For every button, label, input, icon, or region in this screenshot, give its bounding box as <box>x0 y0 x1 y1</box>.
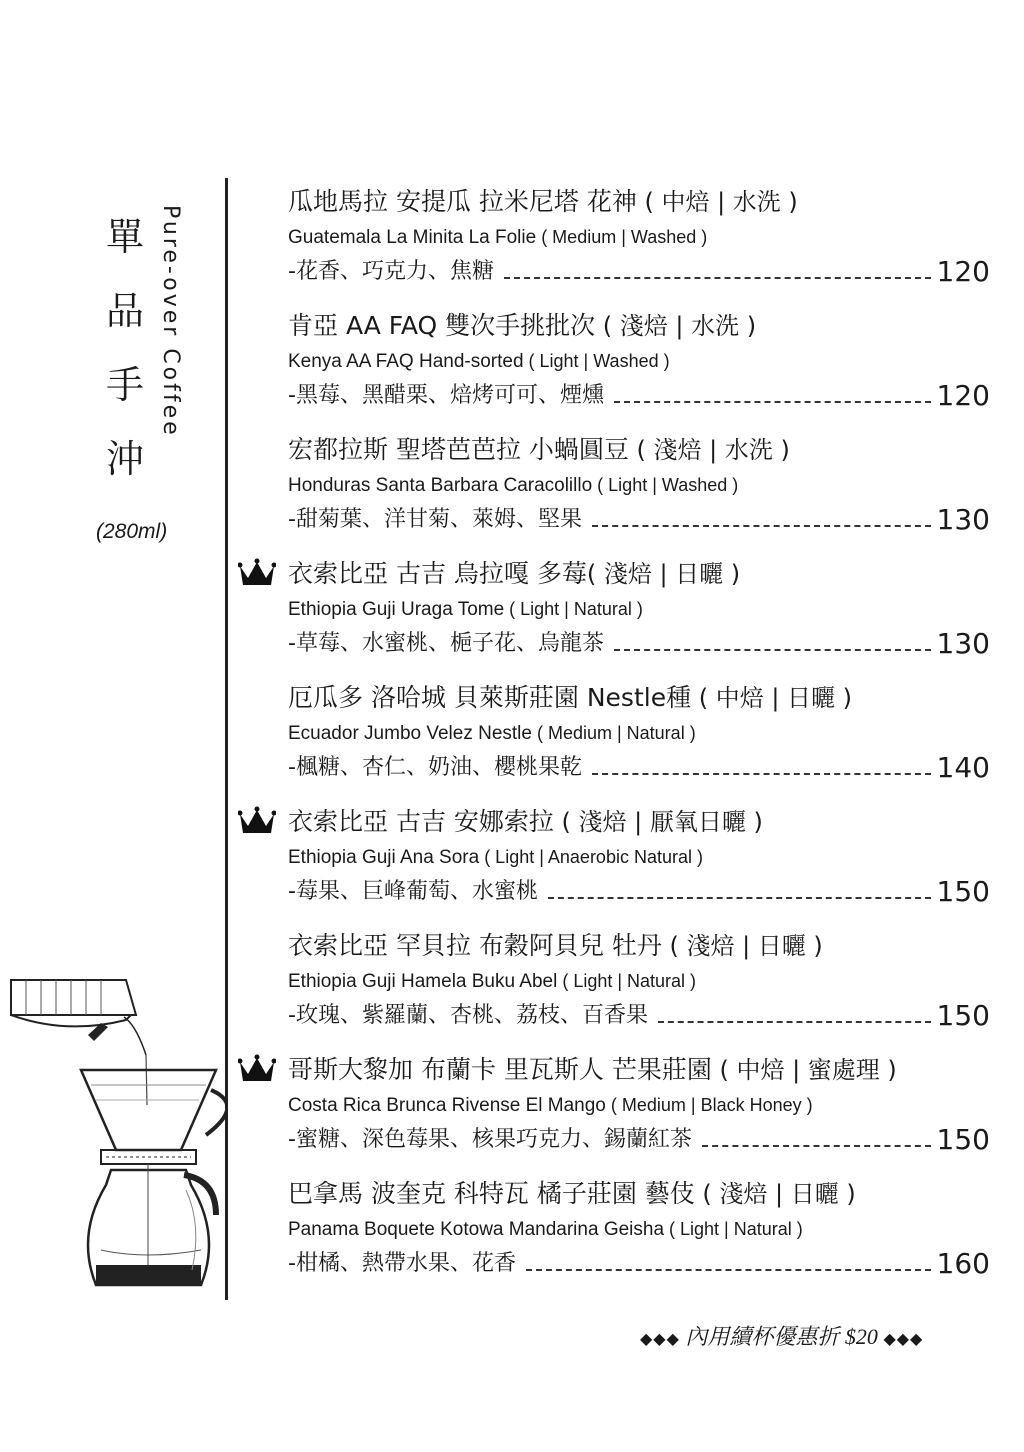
leader-dots <box>548 897 931 899</box>
leader-dots <box>702 1145 931 1147</box>
menu-item <box>288 1174 990 1298</box>
leader-dots <box>526 1269 931 1271</box>
title-char: 沖 <box>105 437 144 481</box>
item-name-en: Ethiopia Guji Uraga Tome ( Light | Natural ) <box>288 599 643 620</box>
item-price: 120 <box>936 379 990 412</box>
menu-item <box>288 678 990 802</box>
item-roast-zh: ( 淺焙 | 日曬 ) <box>586 560 741 588</box>
crown-icon <box>238 558 276 588</box>
diamond-icon: ◆◆◆ <box>640 1331 680 1348</box>
serving-volume: (280ml) <box>96 520 168 543</box>
item-price: 160 <box>936 1247 990 1280</box>
item-name-en: Guatemala La Minita La Folie ( Medium | Washed ) <box>288 227 708 248</box>
item-roast-en: ( Medium | Black Honey ) <box>605 1095 813 1115</box>
menu-item <box>288 802 990 926</box>
item-roast-zh: ( 淺焙 | 水洗 ) <box>628 436 790 464</box>
crown-icon <box>238 1054 276 1084</box>
item-roast-en: ( Medium | Natural ) <box>531 723 696 743</box>
item-name-zh: 宏都拉斯 聖塔芭芭拉 小蝸圓豆 ( 淺焙 | 水洗 ) <box>288 435 790 464</box>
item-price: 150 <box>936 999 990 1032</box>
diamond-icon: ◆◆◆ <box>883 1331 924 1348</box>
item-price: 150 <box>936 1123 990 1156</box>
title-char: 手 <box>105 363 144 407</box>
crown-icon <box>238 806 276 836</box>
item-name-zh: 衣索比亞 古吉 烏拉嘎 多莓( 淺焙 | 日曬 ) <box>288 559 741 588</box>
leader-dots <box>592 525 931 527</box>
item-flavors: -草莓、水蜜桃、梔子花、烏龍茶 <box>288 631 604 656</box>
item-name-en: Costa Rica Brunca Rivense El Mango ( Medium | Black Honey ) <box>288 1095 813 1116</box>
item-flavors: -楓糖、杏仁、奶油、櫻桃果乾 <box>288 755 582 780</box>
item-roast-zh: ( 中焙 | 蜜處理 ) <box>711 1056 897 1084</box>
leader-dots <box>504 277 931 279</box>
item-name-zh: 肯亞 AA FAQ 雙次手挑批次 ( 淺焙 | 水洗 ) <box>288 311 757 340</box>
item-flavors: -柑橘、熱帶水果、花香 <box>288 1251 516 1276</box>
refill-text: 內用續杯優惠折 $20 <box>679 1324 884 1349</box>
leader-dots <box>592 773 931 775</box>
menu-item <box>288 1050 990 1174</box>
item-roast-en: ( Light | Natural ) <box>504 599 643 619</box>
item-name-zh: 巴拿馬 波奎克 科特瓦 橘子莊園 藝伎 ( 淺焙 | 日曬 ) <box>288 1179 856 1208</box>
item-name-en: Kenya AA FAQ Hand-sorted ( Light | Washed ) <box>288 351 670 372</box>
item-price: 120 <box>936 255 990 288</box>
item-name-zh: 衣索比亞 罕貝拉 布穀阿貝兒 牡丹 ( 淺焙 | 日曬 ) <box>288 931 823 960</box>
leader-dots <box>658 1021 931 1023</box>
item-name-en: Ecuador Jumbo Velez Nestle ( Medium | Natural ) <box>288 723 696 744</box>
pour-over-illustration <box>6 975 226 1305</box>
item-roast-en: ( Light | Washed ) <box>592 475 739 495</box>
item-roast-en: ( Medium | Washed ) <box>536 227 708 247</box>
item-flavors: -甜菊葉、洋甘菊、萊姆、堅果 <box>288 507 582 532</box>
item-name-en: Ethiopia Guji Ana Sora ( Light | Anaerobic Natural ) <box>288 847 703 868</box>
item-name-zh: 厄瓜多 洛哈城 貝萊斯莊園 Nestle種 ( 中焙 | 日曬 ) <box>288 683 853 712</box>
item-roast-en: ( Light | Natural ) <box>664 1219 803 1239</box>
section-title-en: Pure-over Coffee <box>158 205 183 438</box>
item-flavors: -玫瑰、紫羅蘭、杏桃、荔枝、百香果 <box>288 1003 648 1028</box>
item-roast-en: ( Light | Natural ) <box>557 971 697 991</box>
item-price: 140 <box>936 751 990 784</box>
item-roast-zh: ( 淺焙 | 厭氧日曬 ) <box>553 808 763 836</box>
item-roast-en: ( Light | Washed ) <box>523 351 670 371</box>
item-roast-zh: ( 中焙 | 日曬 ) <box>691 684 853 712</box>
section-title-zh <box>100 200 150 496</box>
item-roast-zh: ( 淺焙 | 日曬 ) <box>661 932 823 960</box>
item-roast-zh: ( 淺焙 | 日曬 ) <box>694 1180 856 1208</box>
coffee-menu <box>288 182 990 1298</box>
item-name-en: Panama Boquete Kotowa Mandarina Geisha ( Light | Natural ) <box>288 1219 803 1240</box>
item-name-en: Honduras Santa Barbara Caracolillo ( Light | Washed ) <box>288 475 739 496</box>
item-name-zh: 瓜地馬拉 安提瓜 拉米尼塔 花神 ( 中焙 | 水洗 ) <box>288 187 798 216</box>
item-roast-zh: ( 淺焙 | 水洗 ) <box>595 312 757 340</box>
item-flavors: -花香、巧克力、焦糖 <box>288 259 494 284</box>
leader-dots <box>614 401 931 403</box>
item-name-zh: 衣索比亞 古吉 安娜索拉 ( 淺焙 | 厭氧日曬 ) <box>288 807 763 836</box>
item-name-en: Ethiopia Guji Hamela Buku Abel ( Light | Natural ) <box>288 971 697 992</box>
menu-item <box>288 430 990 554</box>
menu-item <box>288 182 990 306</box>
leader-dots <box>614 649 931 651</box>
title-char: 品 <box>105 289 144 333</box>
item-price: 150 <box>936 875 990 908</box>
item-price: 130 <box>936 627 990 660</box>
menu-item <box>288 926 990 1050</box>
item-roast-zh: ( 中焙 | 水洗 ) <box>636 188 798 216</box>
refill-discount-note <box>640 1320 923 1351</box>
item-flavors: -蜜糖、深色莓果、核果巧克力、錫蘭紅茶 <box>288 1127 692 1152</box>
item-name-zh: 哥斯大黎加 布蘭卡 里瓦斯人 芒果莊園 ( 中焙 | 蜜處理 ) <box>288 1055 897 1084</box>
item-flavors: -莓果、巨峰葡萄、水蜜桃 <box>288 879 538 904</box>
title-char: 單 <box>105 215 144 259</box>
menu-item <box>288 306 990 430</box>
item-roast-en: ( Light | Anaerobic Natural ) <box>479 847 703 867</box>
item-flavors: -黑莓、黑醋栗、焙烤可可、煙燻 <box>288 383 604 408</box>
menu-item <box>288 554 990 678</box>
item-price: 130 <box>936 503 990 536</box>
